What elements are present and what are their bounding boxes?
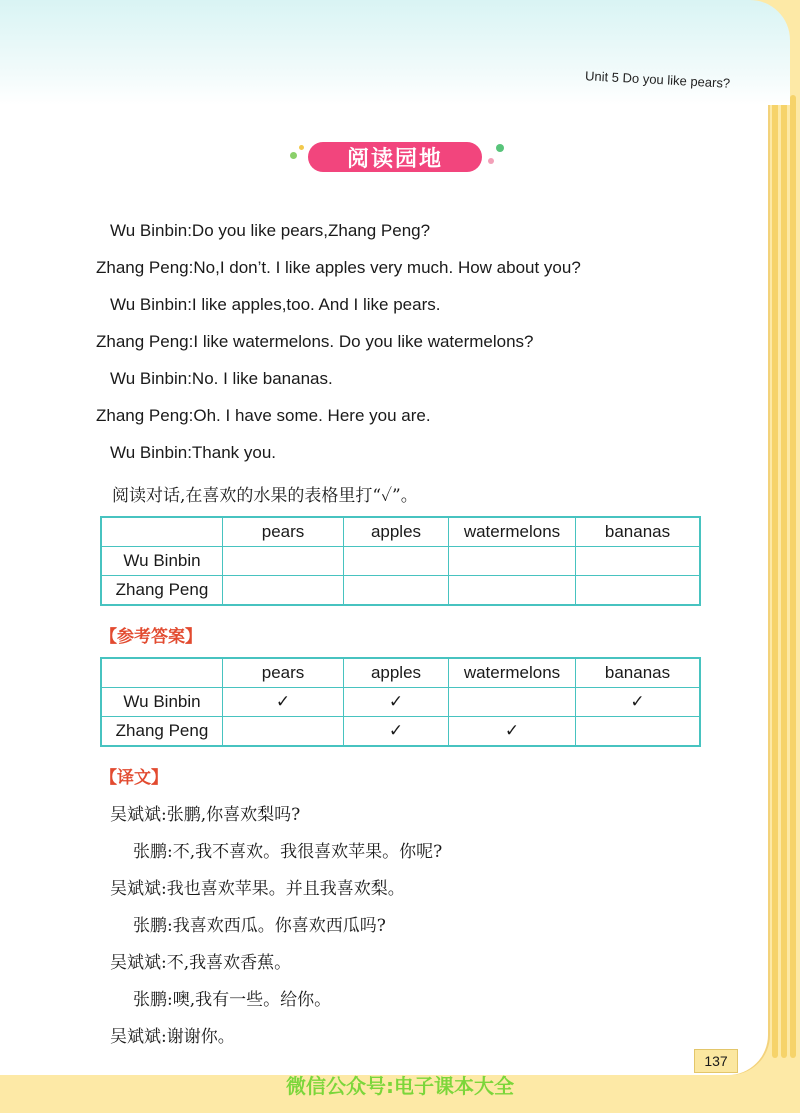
translation-speaker: 吴斌斌 bbox=[110, 879, 161, 899]
dialogue-separator: : bbox=[187, 221, 192, 240]
translation-speaker: 吴斌斌 bbox=[110, 1027, 161, 1047]
dialogue-separator: : bbox=[188, 406, 194, 425]
translation-text: :谢谢你。 bbox=[161, 1027, 235, 1047]
table-header-cell: bananas bbox=[576, 517, 701, 547]
dialogue-line bbox=[96, 406, 431, 426]
table-header-cell: watermelons bbox=[449, 658, 576, 688]
unit-title: Unit 5 Do you like pears? bbox=[584, 68, 731, 91]
table-header-row bbox=[101, 517, 700, 547]
translation-line bbox=[110, 948, 291, 973]
check-cell bbox=[223, 717, 344, 747]
dialogue-speaker: Wu Binbin bbox=[110, 369, 188, 388]
translation-line bbox=[133, 911, 386, 936]
dialogue-line bbox=[110, 443, 276, 463]
table-row bbox=[101, 576, 700, 606]
decor-dot bbox=[488, 158, 494, 164]
answer-table bbox=[100, 657, 701, 747]
check-cell: ✓ bbox=[344, 717, 449, 747]
check-cell: ✓ bbox=[449, 717, 576, 747]
dialogue-line bbox=[110, 221, 430, 241]
table-header-cell bbox=[101, 658, 223, 688]
page-edge-stripe bbox=[772, 95, 778, 1058]
row-name: Wu Binbin bbox=[101, 688, 223, 717]
watermark: 微信公众号:电子课本大全 bbox=[286, 1074, 514, 1098]
banner-title: 阅读园地 bbox=[308, 142, 482, 172]
table-header-cell: pears bbox=[223, 658, 344, 688]
translation-text: :张鹏,你喜欢梨吗? bbox=[161, 805, 301, 825]
dialogue-separator: : bbox=[187, 295, 192, 314]
translation-speaker: 吴斌斌 bbox=[110, 805, 161, 825]
translation-text: :我喜欢西瓜。你喜欢西瓜吗? bbox=[167, 916, 386, 936]
answer-cell[interactable] bbox=[576, 576, 701, 606]
dialogue-speaker: Wu Binbin bbox=[110, 443, 188, 462]
answer-cell[interactable] bbox=[449, 576, 576, 606]
dialogue-separator: : bbox=[187, 443, 192, 462]
translation-speaker: 吴斌斌 bbox=[110, 953, 161, 973]
dialogue-text: Oh. I have some. Here you are. bbox=[193, 406, 431, 425]
dialogue-speaker: Wu Binbin bbox=[110, 295, 188, 314]
translation-text: :不,我不喜欢。我很喜欢苹果。你呢? bbox=[167, 842, 443, 862]
translation-text: :我也喜欢苹果。并且我喜欢梨。 bbox=[161, 879, 405, 899]
check-cell bbox=[449, 688, 576, 717]
check-cell: ✓ bbox=[344, 688, 449, 717]
dialogue-speaker: Zhang Peng bbox=[96, 332, 189, 351]
translation-line bbox=[110, 874, 405, 899]
dialogue-text: Do you like pears,Zhang Peng? bbox=[191, 221, 431, 240]
translation-text: :不,我喜欢香蕉。 bbox=[161, 953, 292, 973]
translation-line bbox=[133, 985, 331, 1010]
table-row bbox=[101, 547, 700, 576]
dialogue-line bbox=[110, 369, 333, 389]
dialogue-text: I like apples,too. And I like pears. bbox=[191, 295, 441, 314]
table-header-cell: watermelons bbox=[449, 517, 576, 547]
answer-label: 【参考答案】 bbox=[100, 627, 202, 647]
row-name: Zhang Peng bbox=[101, 576, 223, 606]
dialogue-text: No. I like bananas. bbox=[191, 369, 333, 388]
table-header-cell bbox=[101, 517, 223, 547]
answer-cell[interactable] bbox=[576, 547, 701, 576]
dialogue-line bbox=[96, 258, 581, 278]
page-header bbox=[0, 0, 790, 105]
answer-cell[interactable] bbox=[344, 547, 449, 576]
table-header-row bbox=[101, 658, 700, 688]
dialogue-separator: : bbox=[188, 332, 194, 351]
answer-cell[interactable] bbox=[223, 576, 344, 606]
translation-text: :噢,我有一些。给你。 bbox=[167, 990, 332, 1010]
row-name: Zhang Peng bbox=[101, 717, 223, 747]
table-header-cell: apples bbox=[344, 658, 449, 688]
table-row bbox=[101, 688, 700, 717]
row-name: Wu Binbin bbox=[101, 547, 223, 576]
section-banner bbox=[290, 140, 500, 174]
check-cell bbox=[576, 717, 701, 747]
answer-cell[interactable] bbox=[223, 547, 344, 576]
translation-speaker: 张鹏 bbox=[133, 990, 167, 1010]
table-header-cell: pears bbox=[223, 517, 344, 547]
dialogue-text: Thank you. bbox=[191, 443, 277, 462]
page-edge-stripe bbox=[790, 95, 796, 1058]
dialogue-speaker: Zhang Peng bbox=[96, 258, 189, 277]
table-header-cell: apples bbox=[344, 517, 449, 547]
dialogue-text: I like watermelons. Do you like watermelons? bbox=[193, 332, 534, 351]
answer-cell[interactable] bbox=[344, 576, 449, 606]
translation-speaker: 张鹏 bbox=[133, 916, 167, 936]
page-edge-stripe bbox=[781, 95, 787, 1058]
decor-dot bbox=[496, 144, 504, 152]
dialogue-speaker: Wu Binbin bbox=[110, 221, 188, 240]
table-header-cell: bananas bbox=[576, 658, 701, 688]
dialogue-text: No,I don’t. I like apples very much. How about you? bbox=[193, 258, 581, 277]
check-cell: ✓ bbox=[223, 688, 344, 717]
translation-line bbox=[133, 837, 442, 862]
translation-line bbox=[110, 800, 300, 825]
translation-speaker: 张鹏 bbox=[133, 842, 167, 862]
exercise-table bbox=[100, 516, 701, 606]
dialogue-speaker: Zhang Peng bbox=[96, 406, 189, 425]
check-cell: ✓ bbox=[576, 688, 701, 717]
dialogue-separator: : bbox=[188, 258, 194, 277]
dialogue-line bbox=[110, 295, 440, 315]
dialogue-line bbox=[96, 332, 534, 352]
translation-label: 【译文】 bbox=[100, 768, 168, 788]
answer-cell[interactable] bbox=[449, 547, 576, 576]
exercise-instruction: 阅读对话,在喜欢的水果的表格里打“✓”。 bbox=[112, 486, 418, 506]
page-number: 137 bbox=[694, 1049, 738, 1073]
translation-line bbox=[110, 1022, 235, 1047]
decor-dot bbox=[290, 152, 297, 159]
table-row bbox=[101, 717, 700, 747]
decor-dot bbox=[299, 145, 304, 150]
dialogue-separator: : bbox=[187, 369, 192, 388]
